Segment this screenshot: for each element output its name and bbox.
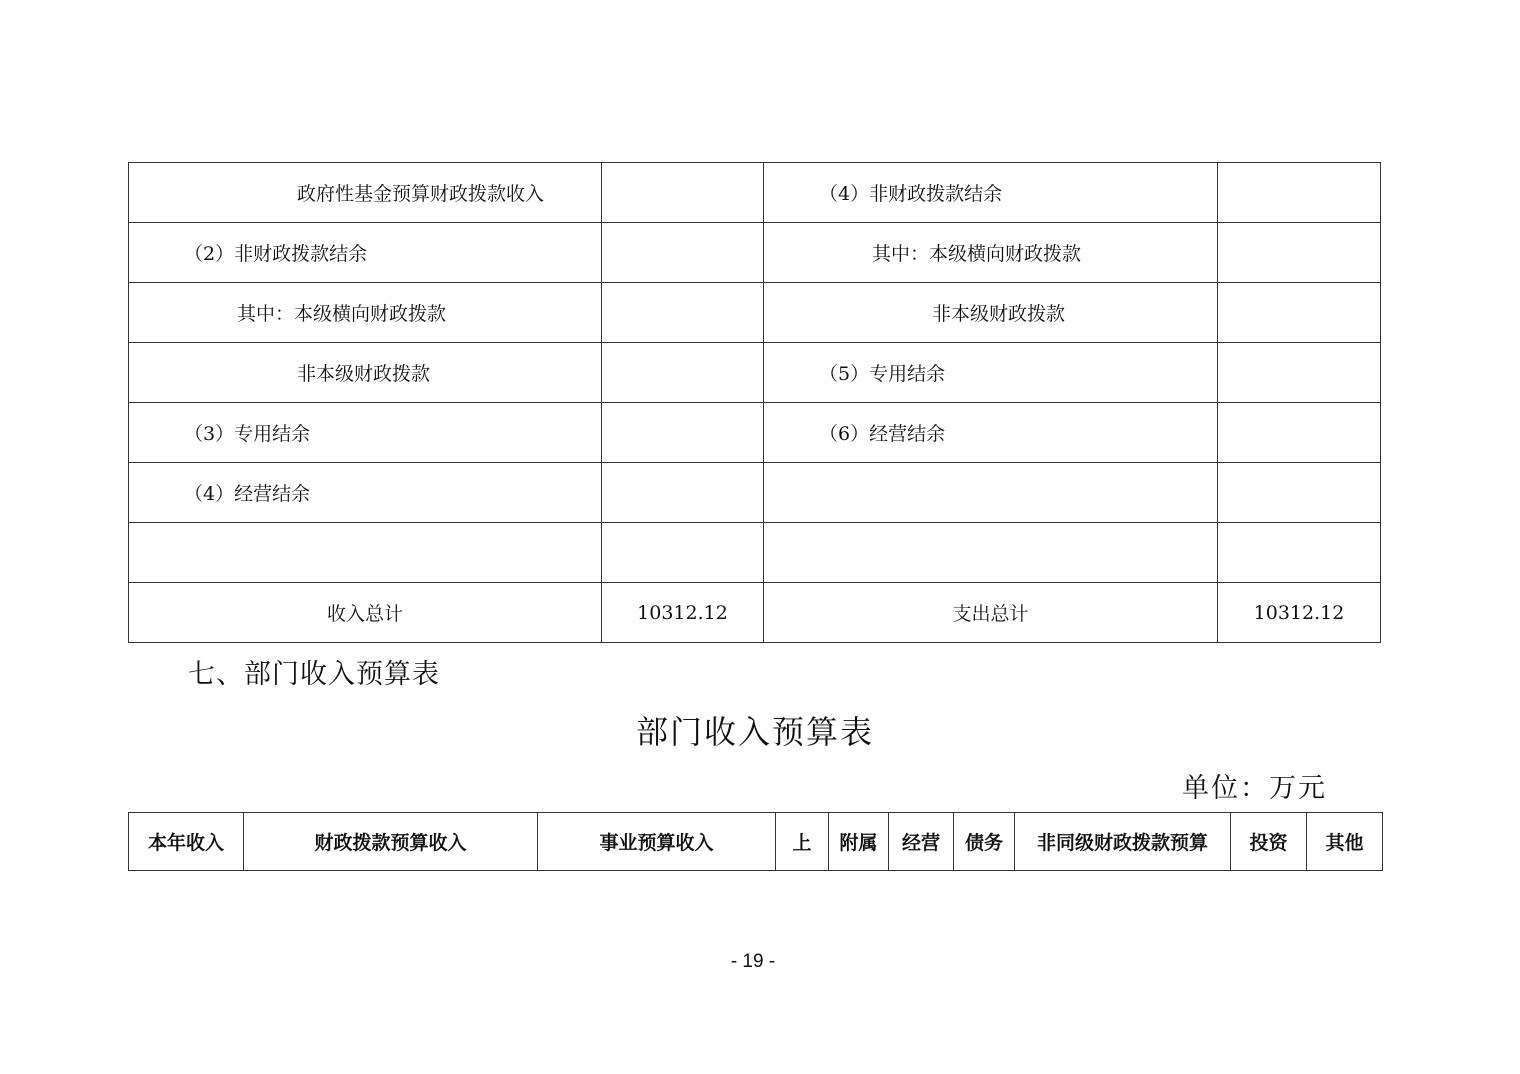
row-label: 非本级财政拨款 <box>129 343 602 403</box>
expense-total-value: 10312.12 <box>1218 583 1381 643</box>
row-value <box>602 223 764 283</box>
row-label: （4）非财政拨款结余 <box>764 163 1218 223</box>
column-header: 非同级财政拨款预算 <box>1015 813 1231 871</box>
column-header: 财政拨款预算收入 <box>244 813 538 871</box>
row-label <box>129 523 602 583</box>
row-label <box>764 463 1218 523</box>
row-value <box>1218 163 1381 223</box>
table-row <box>129 223 1381 283</box>
income-expense-summary-table <box>128 162 1381 643</box>
income-total-value: 10312.12 <box>602 583 764 643</box>
row-value <box>1218 403 1381 463</box>
table-row <box>129 343 1381 403</box>
column-header: 事业预算收入 <box>538 813 776 871</box>
table-row <box>129 463 1381 523</box>
row-value <box>602 343 764 403</box>
table-row <box>129 283 1381 343</box>
row-value <box>602 463 764 523</box>
row-label: （2）非财政拨款结余 <box>129 223 602 283</box>
row-label: （3）专用结余 <box>129 403 602 463</box>
column-header: 本年收入 <box>129 813 244 871</box>
row-value <box>1218 343 1381 403</box>
table-row <box>129 403 1381 463</box>
column-header: 其他 <box>1307 813 1383 871</box>
row-label: 其中：本级横向财政拨款 <box>764 223 1218 283</box>
row-value <box>602 283 764 343</box>
section-heading: 七、部门收入预算表 <box>188 659 440 690</box>
dept-income-budget-table <box>128 812 1383 871</box>
row-label: （5）专用结余 <box>764 343 1218 403</box>
totals-row <box>129 583 1381 643</box>
row-label: （4）经营结余 <box>129 463 602 523</box>
column-header: 投资 <box>1231 813 1307 871</box>
row-value <box>1218 283 1381 343</box>
row-label: 政府性基金预算财政拨款收入 <box>129 163 602 223</box>
column-header: 附属 <box>829 813 889 871</box>
column-header: 债务 <box>954 813 1015 871</box>
income-total-label: 收入总计 <box>129 583 602 643</box>
row-label: （6）经营结余 <box>764 403 1218 463</box>
unit-label: 单位：万元 <box>1182 773 1327 804</box>
table-row <box>129 523 1381 583</box>
column-header: 经营 <box>889 813 954 871</box>
table-title: 部门收入预算表 <box>635 713 874 751</box>
column-header: 上 <box>776 813 829 871</box>
row-value <box>602 163 764 223</box>
expense-total-label: 支出总计 <box>764 583 1218 643</box>
page-number: - 19 - <box>730 951 776 972</box>
row-value <box>1218 523 1381 583</box>
row-label <box>764 523 1218 583</box>
row-value <box>602 523 764 583</box>
table-row <box>129 163 1381 223</box>
row-label: 其中：本级横向财政拨款 <box>129 283 602 343</box>
header-row <box>129 813 1383 871</box>
row-value <box>602 403 764 463</box>
row-value <box>1218 463 1381 523</box>
row-label: 非本级财政拨款 <box>764 283 1218 343</box>
row-value <box>1218 223 1381 283</box>
